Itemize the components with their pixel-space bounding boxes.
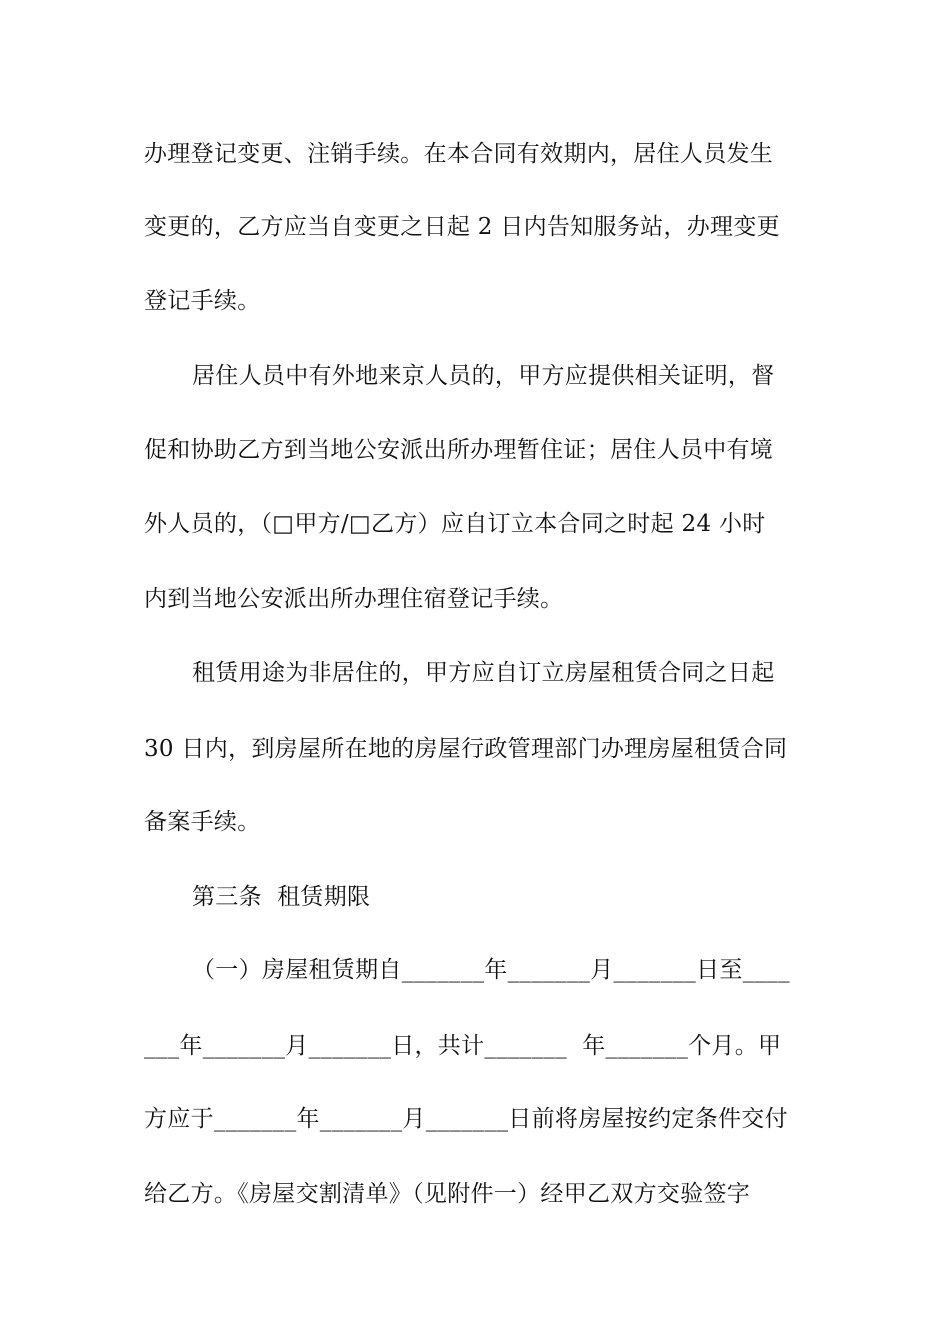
text-line: 办理登记变更、注销手续。在本合同有效期内，居住人员发生 [144,141,774,167]
text-line: 促和协助乙方到当地公安派出所办理暂住证；居住人员中有境 [144,437,774,463]
paragraph-start-line: 租赁用途为非居住的，甲方应自订立房屋租赁合同之日起 [192,660,775,686]
text-line: ___年_______月_______日，共计_______ 年_______个月。甲 [144,1033,782,1059]
text-line: 登记手续。 [144,288,261,314]
paragraph-start-line: （一）房屋租赁期自_______年_______月_______日至____ [192,957,790,983]
text-line: 备案手续。 [144,809,261,835]
section-heading: 第三条 租赁期限 [192,884,371,910]
text-line: 给乙方。《房屋交割清单》（见附件一）经甲乙双方交验签字 [144,1181,751,1207]
text-line: 内到当地公安派出所办理住宿登记手续。 [144,586,564,612]
text-line: 外人员的，（□甲方/□乙方）应自订立本合同之时起 24 小时 [144,511,766,537]
text-line: 30 日内，到房屋所在地的房屋行政管理部门办理房屋租赁合同 [144,736,788,762]
text-line: 方应于_______年_______月_______日前将房屋按约定条件交付 [144,1106,788,1132]
paragraph-start-line: 居住人员中有外地来京人员的，甲方应提供相关证明，督 [192,363,775,389]
text-line: 变更的，乙方应当自变更之日起 2 日内告知服务站，办理变更 [144,214,780,240]
